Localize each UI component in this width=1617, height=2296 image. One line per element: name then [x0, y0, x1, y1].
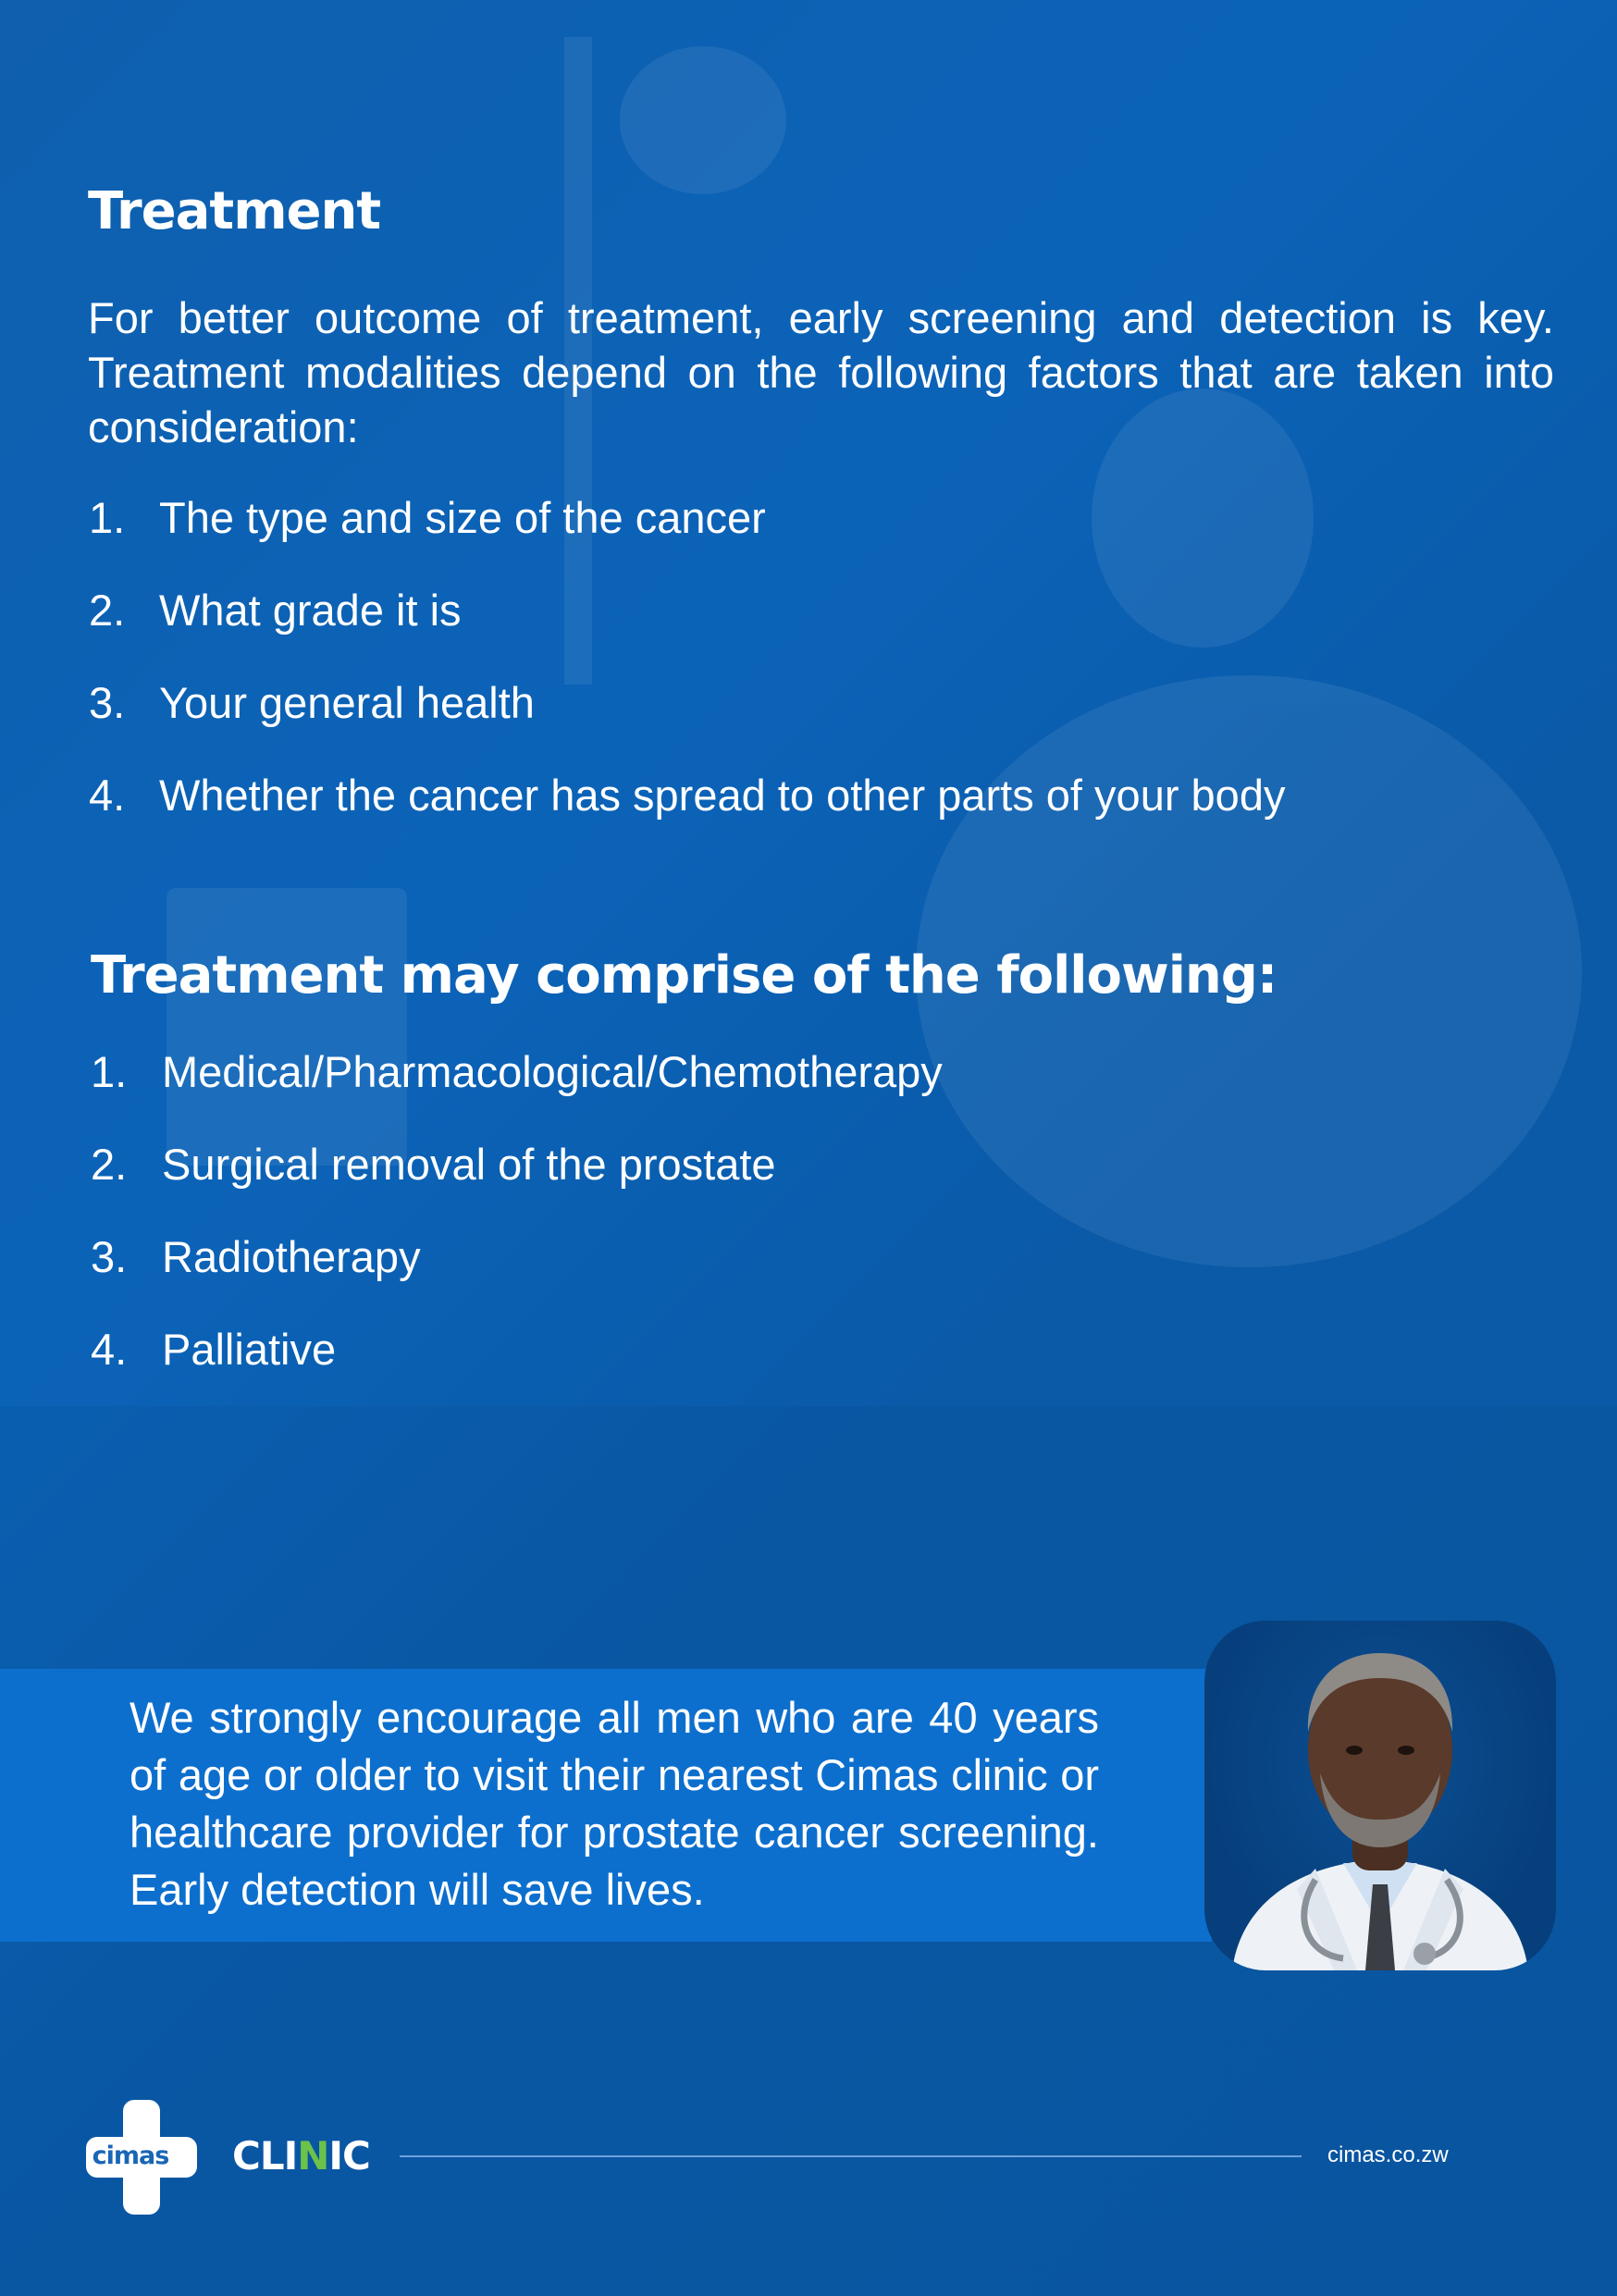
footer-divider	[400, 2155, 1302, 2157]
list-number: 3.	[91, 1232, 128, 1281]
doctor-photo	[1204, 1621, 1556, 1970]
list-number: 3.	[89, 678, 126, 727]
cimas-clinic-logo	[86, 2100, 382, 2215]
logo-clinic-suffix: IC	[328, 2133, 370, 2179]
treatment-heading: Treatment	[88, 181, 381, 241]
list-item-text: Radiotherapy	[162, 1232, 421, 1281]
list-item-text: The type and size of the cancer	[159, 493, 766, 542]
logo-clinic-wordmark	[232, 2133, 370, 2179]
list-item-text: Whether the cancer has spread to other parts of your body	[159, 771, 1286, 820]
logo-clinic-accent: N	[297, 2133, 329, 2179]
list-number: 4.	[91, 1325, 128, 1374]
list-number: 2.	[91, 1140, 128, 1189]
list-item-text: Medical/Pharmacological/Chemotherapy	[162, 1047, 943, 1096]
website-link[interactable]: cimas.co.zw	[1327, 2142, 1449, 2167]
logo-clinic-prefix: CLI	[232, 2133, 298, 2179]
list-number: 2.	[89, 586, 126, 635]
list-number: 4.	[89, 771, 126, 820]
list-number: 1.	[89, 493, 126, 542]
logo-cimas-wordmark: cimas	[88, 2137, 173, 2176]
list-item-text: Your general health	[159, 678, 535, 727]
callout-text: We strongly encourage all men who are 40 years of age or older to visit their nearest Cimas clinic or healthcare provider for prostate cancer screening. Early detection will save lives.	[130, 1693, 1099, 1914]
treatment-intro: For better outcome of treatment, early screening and detection is key. Treatment modalities depend on the following factors that are taken into consideration:	[88, 293, 1554, 451]
doctor-illustration	[1204, 1621, 1556, 1970]
list-item-text: Palliative	[162, 1325, 337, 1374]
list-number: 1.	[91, 1047, 128, 1096]
list-item-text: What grade it is	[159, 586, 462, 635]
options-heading: Treatment may comprise of the following:	[91, 945, 1278, 1006]
list-item-text: Surgical removal of the prostate	[162, 1140, 776, 1189]
